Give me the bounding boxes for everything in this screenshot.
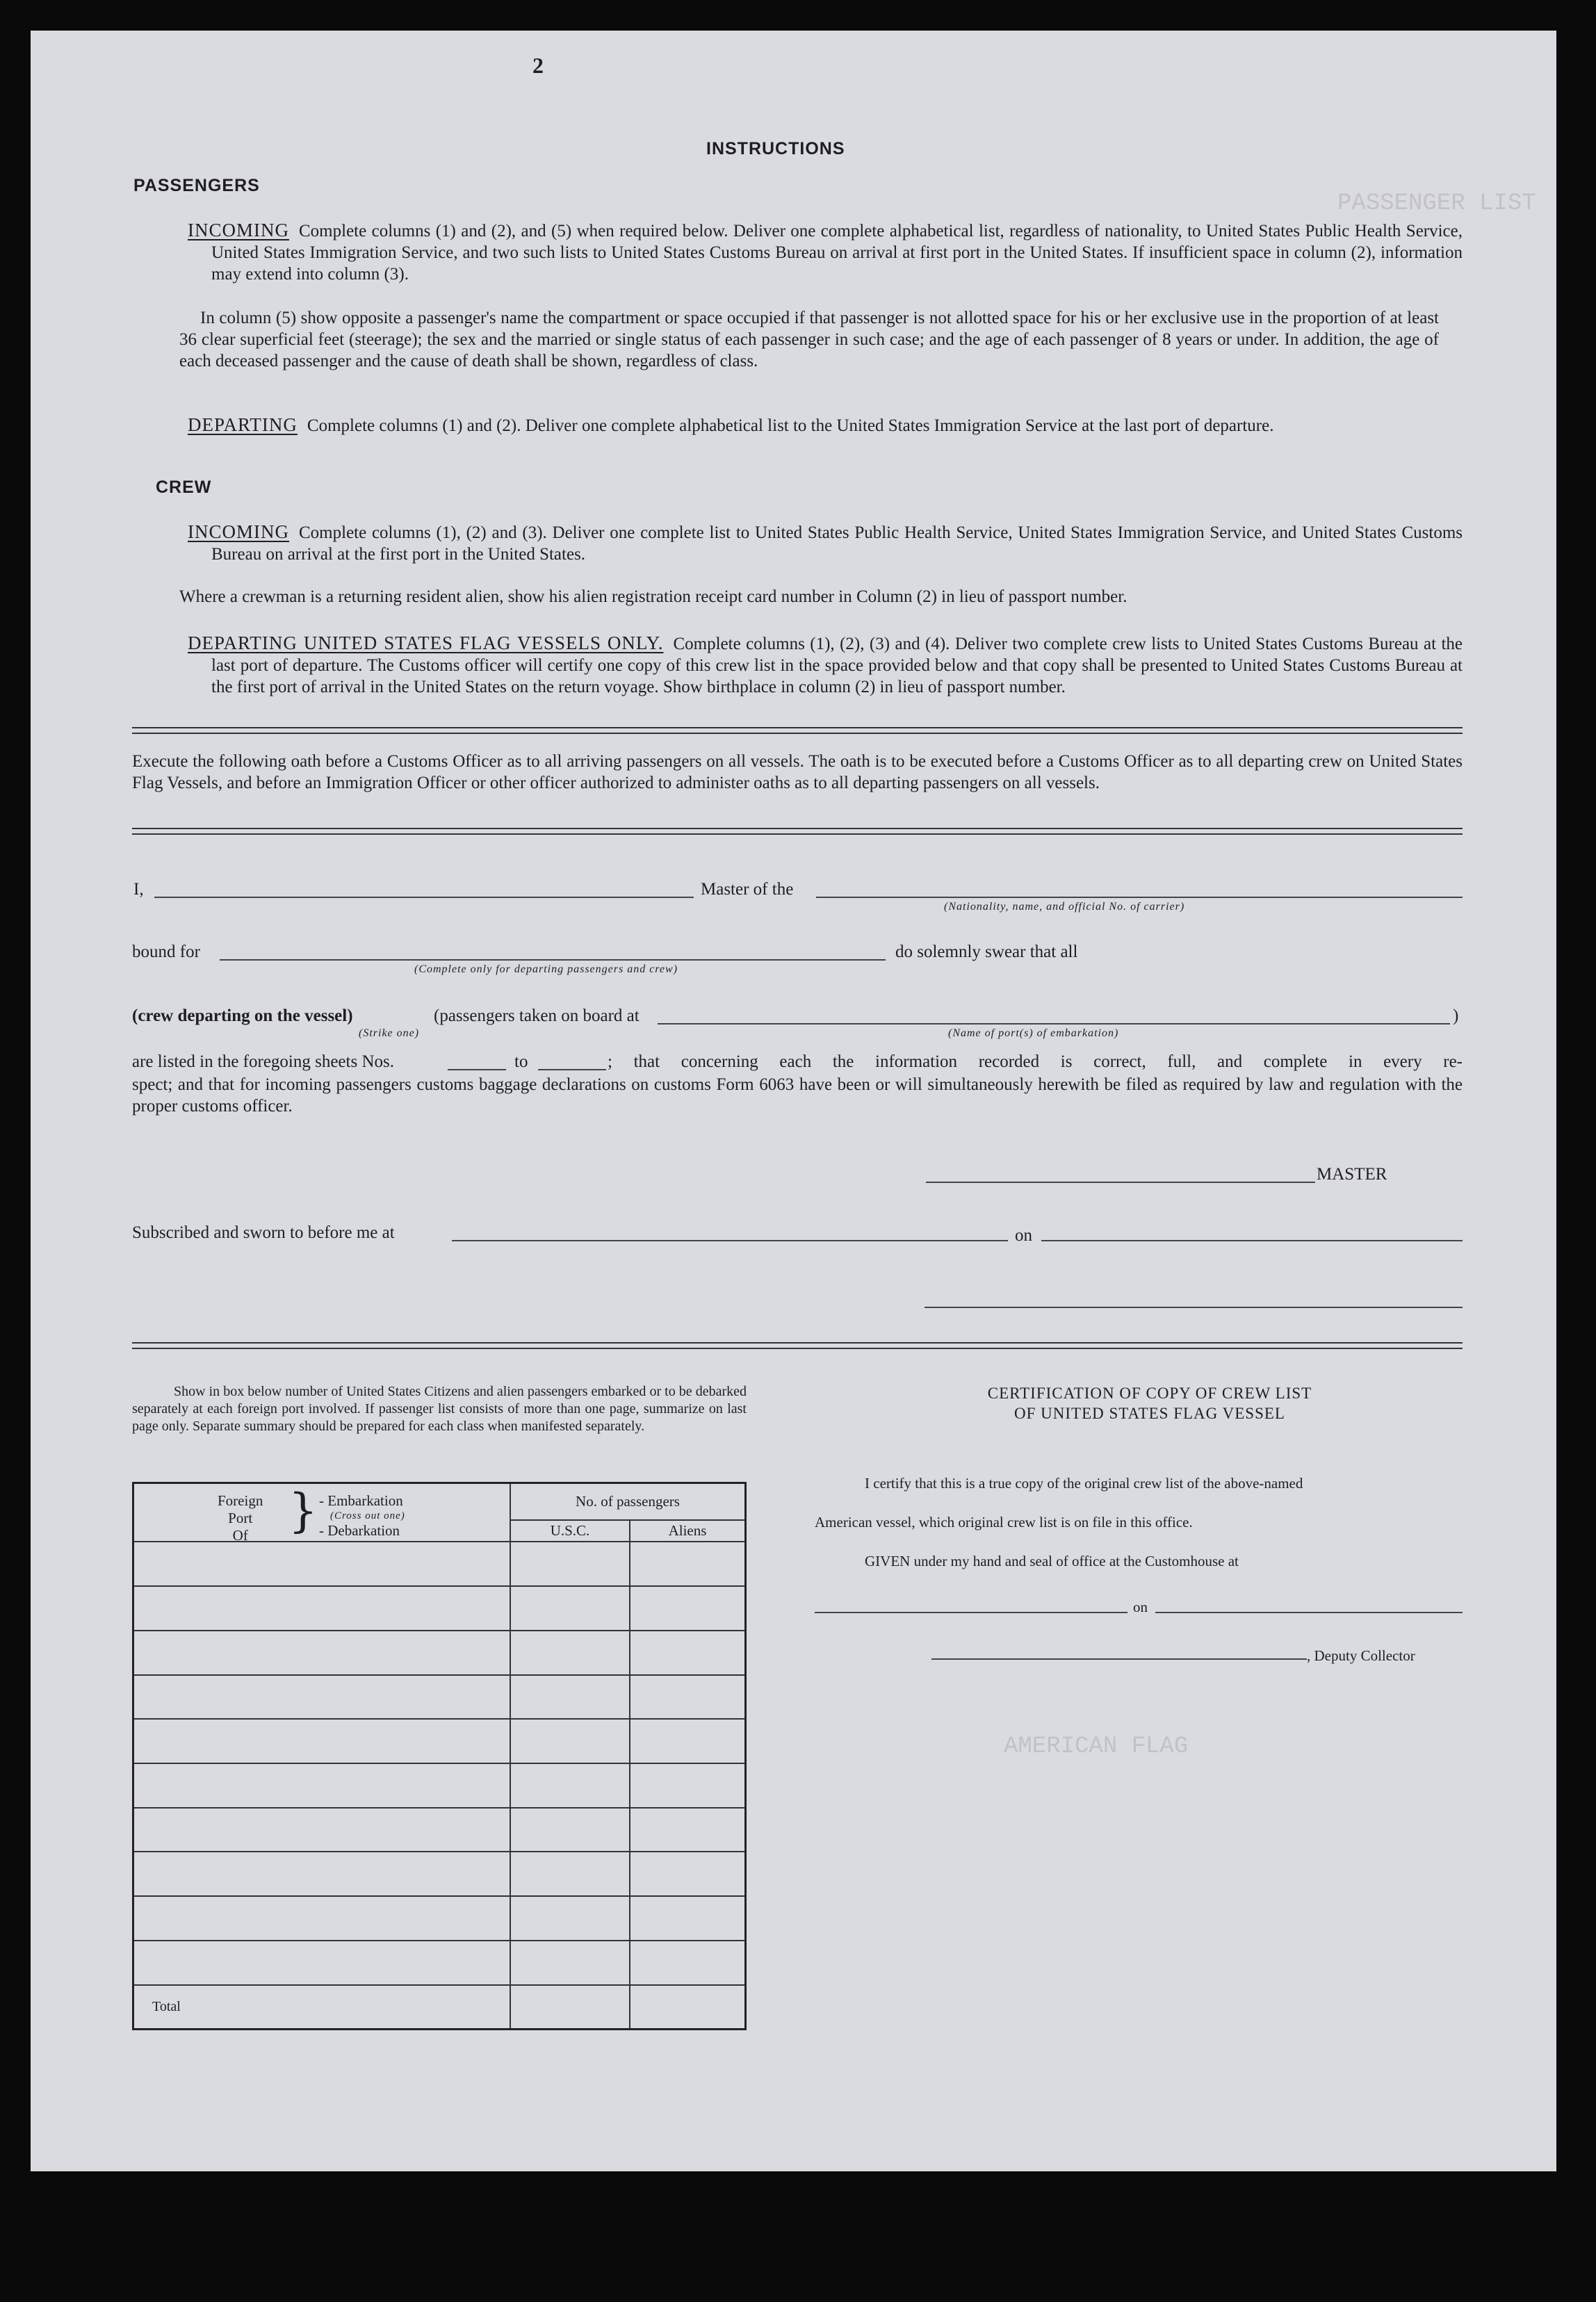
- divider: [132, 1342, 1463, 1344]
- aliens-cell[interactable]: [630, 1719, 746, 1763]
- table-row: [133, 1896, 746, 1941]
- certification-title-line-1: CERTIFICATION OF COPY OF CREW LIST: [987, 1385, 1312, 1402]
- port-cell[interactable]: [133, 1542, 511, 1586]
- usc-cell[interactable]: [510, 1941, 630, 1985]
- port-cell[interactable]: [133, 1586, 511, 1631]
- foreign-port-header: [133, 1483, 511, 1542]
- sworn-date-field[interactable]: [1041, 1240, 1463, 1241]
- passengers-incoming-label: INCOMING: [188, 220, 289, 240]
- certification-title-line-2: OF UNITED STATES FLAG VESSEL: [1014, 1405, 1285, 1422]
- aliens-cell[interactable]: [630, 1852, 746, 1896]
- of-label: Of: [232, 1527, 248, 1544]
- embarkation-label: - Embarkation: [319, 1492, 403, 1509]
- passengers-incoming-instructions: [188, 220, 1463, 285]
- port-cell[interactable]: [133, 1852, 511, 1896]
- carrier-field[interactable]: [816, 897, 1463, 898]
- ports-hint: (Name of port(s) of embarkation): [948, 1027, 1119, 1039]
- crew-departing-label: DEPARTING UNITED STATES FLAG VESSELS ONLY.: [188, 632, 664, 653]
- sheet-from-field[interactable]: [448, 1069, 506, 1070]
- aliens-total-cell[interactable]: [630, 1985, 746, 2030]
- alien-registration-note: Where a crewman is a returning resident alien, show his alien registration receipt card number in Column (2) in lieu of passport number.: [179, 587, 1127, 606]
- listed-text-1: are listed in the foregoing sheets Nos.: [132, 1052, 394, 1071]
- aliens-cell[interactable]: [630, 1542, 746, 1586]
- oath-intro: Execute the following oath before a Customs Officer as to all arriving passengers on all vessels. The oath is to be executed before a Customs Officer as to all departing crew on United States Flag Vessels, and before an Immigration Officer or other officer authorized to administer oaths as to all departing passengers on all vessels.: [132, 752, 1463, 792]
- listed-text-3: spect; and that for incoming passengers customs baggage declarations on customs Form 6063 have been or will simultaneously herewith be filed as required by law and regulation with the proper customs officer.: [132, 1075, 1463, 1116]
- port-cell[interactable]: [133, 1941, 511, 1985]
- master-of-the-label: Master of the: [701, 880, 794, 899]
- table-row: [133, 1675, 746, 1720]
- sheet-to-field[interactable]: [538, 1069, 606, 1070]
- port-cell[interactable]: [133, 1808, 511, 1852]
- column-5-instructions: [179, 307, 1439, 372]
- close-paren: ): [1453, 1006, 1459, 1025]
- solemnly-swear-text: do solemnly swear that all: [895, 942, 1078, 961]
- passengers-departing-label: DEPARTING: [188, 414, 298, 435]
- brace: }: [288, 1484, 318, 1537]
- usc-cell[interactable]: [510, 1586, 630, 1631]
- aliens-cell[interactable]: [630, 1675, 746, 1720]
- port-cell[interactable]: [133, 1675, 511, 1720]
- certification-on-label: on: [1133, 1599, 1148, 1615]
- listed-text-2: ; that concerning each the information recorded is correct, full, and complete in every re-: [608, 1052, 1463, 1071]
- certification-date-field[interactable]: [1155, 1612, 1463, 1613]
- aliens-cell[interactable]: [630, 1896, 746, 1941]
- table-row: [133, 1586, 746, 1631]
- total-row: [133, 1985, 746, 2030]
- usc-cell[interactable]: [510, 1631, 630, 1675]
- passengers-taken-option[interactable]: (passengers taken on board at: [434, 1006, 640, 1025]
- divider: [132, 733, 1463, 734]
- usc-total-cell[interactable]: [510, 1985, 630, 2030]
- foreign-label: Foreign: [218, 1492, 263, 1509]
- crew-departing-text: Complete columns (1), (2), (3) and (4). Deliver two complete crew lists to United States Customs Bureau at the last port of departure. The Customs officer will certify one copy of this crew list in the space provided below and that copy shall be presented to United States Customs Bureau at the first port of arrival in the United States on the return voyage. Show birthplace in column (2) in lieu of passport number.: [211, 635, 1463, 696]
- table-row: [133, 1542, 746, 1586]
- port-label: Port: [228, 1510, 253, 1526]
- crew-incoming-instructions: [188, 521, 1463, 565]
- port-cell[interactable]: [133, 1719, 511, 1763]
- oath-i-label: I,: [133, 880, 144, 899]
- table-row: [133, 1719, 746, 1763]
- column-5-text: In column (5) show opposite a passenger's name the compartment or space occupied if that passenger is not allotted space for his or her exclusive use in the proportion of at least 36 clear superficial feet (steerage); the sex and the married or single status of each passenger in such case; and the age of each passenger of 8 years or under. In addition, the age of each deceased passenger and the cause of death shall be shown, regardless of class.: [179, 309, 1439, 370]
- passengers-incoming-text: Complete columns (1) and (2), and (5) when required below. Deliver one complete alphabetical list, regardless of nationality, to United States Public Health Service, United States Immigration Service, and two such lists to United States Customs Bureau on arrival at first port in the United States. If insufficient space in column (2), information may extend into column (3).: [211, 222, 1463, 284]
- usc-cell[interactable]: [510, 1808, 630, 1852]
- strike-one-hint: (Strike one): [359, 1027, 420, 1039]
- customhouse-field[interactable]: [815, 1612, 1127, 1613]
- port-cell[interactable]: [133, 1631, 511, 1675]
- table-row: [133, 1808, 746, 1852]
- master-name-field[interactable]: [154, 897, 694, 898]
- bound-for-hint: (Complete only for departing passengers and crew): [414, 963, 678, 975]
- table-row: [133, 1852, 746, 1896]
- master-signature-label: MASTER: [1317, 1165, 1387, 1184]
- usc-cell[interactable]: [510, 1852, 630, 1896]
- aliens-cell[interactable]: [630, 1763, 746, 1808]
- sworn-place-field[interactable]: [452, 1240, 1008, 1241]
- divider: [132, 1348, 1463, 1349]
- crew-heading: CREW: [156, 477, 212, 497]
- usc-header: U.S.C.: [510, 1520, 630, 1542]
- crew-incoming-text: Complete columns (1), (2) and (3). Deliver one complete list to United States Public Health Service, United States Immigration Service, and United States Customs Bureau on arrival at the first port in the United States.: [211, 523, 1463, 564]
- passengers-departing-instructions: [188, 414, 1463, 436]
- certification-title: [837, 1383, 1463, 1423]
- certification-text-2: American vessel, which original crew list is on file in this office.: [815, 1514, 1193, 1530]
- page-title: INSTRUCTIONS: [706, 139, 845, 158]
- deputy-collector-label: , Deputy Collector: [1307, 1647, 1415, 1664]
- crew-departing-instructions: [188, 632, 1463, 698]
- passengers-heading: PASSENGERS: [133, 176, 260, 195]
- given-under-text: GIVEN under my hand and seal of office at the Customhouse at: [865, 1553, 1239, 1569]
- deputy-collector-signature-field[interactable]: [931, 1658, 1307, 1660]
- bound-for-label: bound for: [132, 942, 200, 961]
- aliens-cell[interactable]: [630, 1586, 746, 1631]
- summary-instructions: Show in box below number of United States Citizens and alien passengers embarked or to be debarked separately at each foreign port involved. If passenger list consists of more than one page, summarize on last page only. Separate summary should be prepared for each class when manifested separately.: [132, 1384, 747, 1434]
- bleed-through-text: AMERICAN FLAG: [1004, 1733, 1189, 1760]
- ports-of-embarkation-field[interactable]: [658, 1023, 1450, 1025]
- form-page: [31, 31, 1556, 2171]
- passengers-departing-text: Complete columns (1) and (2). Deliver one complete alphabetical list to the United States Immigration Service at the last port of departure.: [307, 416, 1274, 435]
- carrier-field-hint: (Nationality, name, and official No. of carrier): [944, 901, 1185, 913]
- sworn-on-label: on: [1015, 1226, 1032, 1245]
- cross-out-hint: (Cross out one): [330, 1510, 405, 1521]
- usc-cell[interactable]: [510, 1896, 630, 1941]
- usc-cell[interactable]: [510, 1719, 630, 1763]
- passenger-summary-table: [132, 1482, 747, 2030]
- no-of-passengers-header: No. of passengers: [510, 1483, 746, 1520]
- page-number: 2: [532, 53, 544, 78]
- divider: [132, 828, 1463, 829]
- table-row: [133, 1763, 746, 1808]
- divider: [132, 833, 1463, 835]
- listed-to-text: to: [514, 1052, 528, 1071]
- aliens-header: Aliens: [630, 1520, 746, 1542]
- total-label: Total: [133, 1985, 511, 2030]
- table-row: [133, 1631, 746, 1675]
- usc-cell[interactable]: [510, 1542, 630, 1586]
- certification-text: I certify that this is a true copy of the original crew list of the above-named: [865, 1475, 1303, 1492]
- subscribed-label: Subscribed and sworn to before me at: [132, 1223, 395, 1242]
- aliens-cell[interactable]: [630, 1941, 746, 1985]
- usc-cell[interactable]: [510, 1763, 630, 1808]
- usc-cell[interactable]: [510, 1675, 630, 1720]
- crew-departing-option[interactable]: (crew departing on the vessel): [132, 1006, 353, 1025]
- divider: [132, 727, 1463, 728]
- port-cell[interactable]: [133, 1896, 511, 1941]
- port-cell[interactable]: [133, 1763, 511, 1808]
- aliens-cell[interactable]: [630, 1631, 746, 1675]
- crew-incoming-label: INCOMING: [188, 521, 289, 542]
- debarkation-label: - Debarkation: [319, 1522, 400, 1539]
- bleed-through-text: PASSENGER LIST: [1337, 190, 1536, 217]
- officer-signature-field[interactable]: [925, 1307, 1463, 1308]
- aliens-cell[interactable]: [630, 1808, 746, 1852]
- master-signature-field[interactable]: [926, 1182, 1315, 1183]
- table-row: [133, 1941, 746, 1985]
- bound-for-field[interactable]: [220, 959, 886, 961]
